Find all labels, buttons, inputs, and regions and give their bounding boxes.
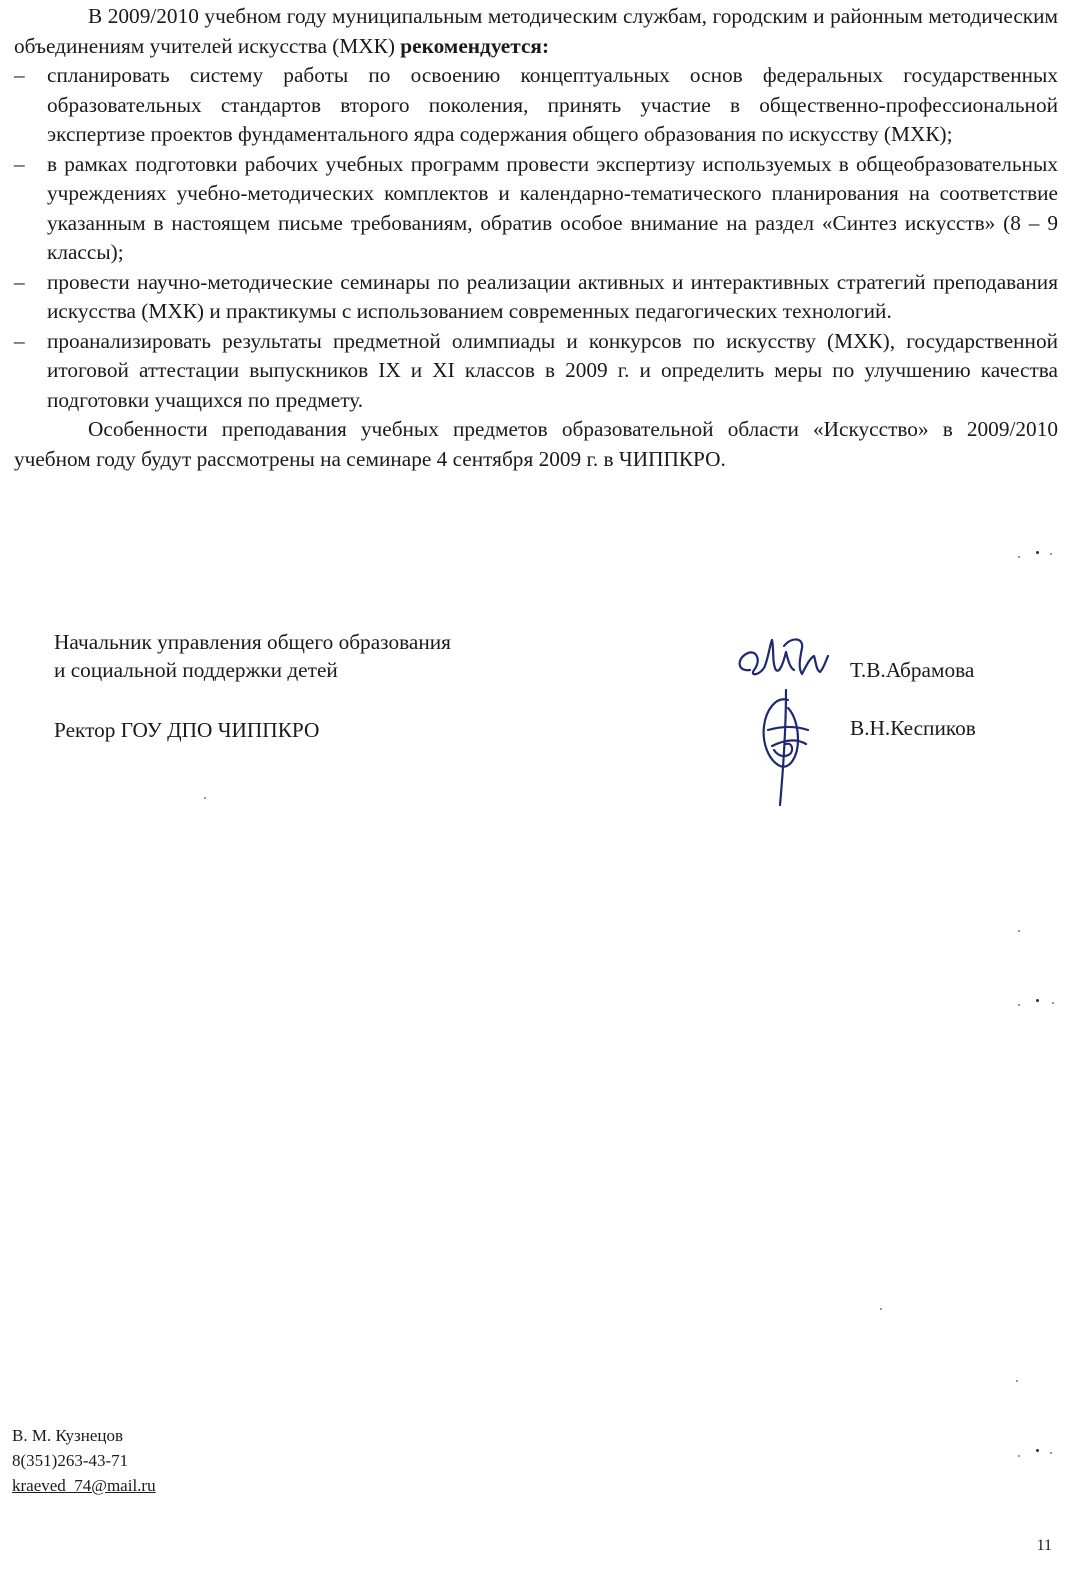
list-item — [14, 268, 1058, 327]
contact-block — [12, 1423, 156, 1498]
list-item — [14, 327, 1058, 416]
first-signatory-title — [54, 628, 451, 684]
bullet-dash: – — [14, 151, 25, 176]
scan-speck — [204, 797, 206, 799]
list-item-text: спланировать систему работы по освоению концептуальных основ федеральных государственных образовательных стандартов второго поколения, принять участие в общественно-профессиональной экспертизе проектов фундаментального ядра содержания общего образования по искусству (МХК); — [47, 63, 1058, 146]
second-signatory-title: Ректор ГОУ ДПО ЧИППКРО — [54, 718, 320, 742]
contact-name: В. М. Кузнецов — [12, 1426, 123, 1445]
letter-body — [14, 2, 1058, 474]
scan-speck — [1018, 1455, 1020, 1457]
second-signatory-name: В.Н.Кеспиков — [850, 716, 976, 740]
contact-email-link[interactable]: kraeved_74@mail.ru — [12, 1476, 156, 1495]
list-item-text: в рамках подготовки рабочих учебных программ провести экспертизу используемых в общеобразовательных учреждениях учебно-методических комплектов и календарно-тематического планирования на соответствие указанным в настоящем письме требованиям, обратив особое внимание на раздел «Синтез искусств» (8 – 9 классы); — [47, 151, 1058, 264]
intro-bold: рекомендуется: — [400, 33, 550, 58]
scan-speck — [880, 1308, 882, 1310]
list-item-text: проанализировать результаты предметной олимпиады и конкурсов по искусству (МХК), государственной итоговой аттестации выпускников IX и XI классов в 2009 г. и определить меры по улучшению качества подготовки учащихся по предмету. — [47, 328, 1058, 412]
scan-speck — [1018, 1004, 1020, 1006]
bullet-dash: – — [14, 269, 25, 294]
list-item-text: провести научно-методические семинары по реализации активных и интерактивных стратегий преподавания искусства (МХК) и практикумы с использованием современных педагогических технологий. — [47, 269, 1058, 323]
scan-speck — [1018, 930, 1020, 932]
first-title-line1: Начальник управления общего образования — [54, 630, 451, 654]
scan-speck — [1050, 553, 1052, 555]
scan-speck — [1050, 1452, 1052, 1454]
first-signatory-name: Т.В.Абрамова — [850, 658, 975, 682]
closing-paragraph: Особенности преподавания учебных предметов образовательной области «Искусство» в 2009/2010 учебном году будут рассмотрены на семинаре 4 сентября 2009 г. в ЧИППКРО. — [14, 417, 1058, 471]
intro-paragraph — [14, 2, 1058, 61]
bullet-dash: – — [14, 328, 25, 353]
scan-speck — [1016, 1380, 1018, 1382]
scan-speck — [1052, 1002, 1054, 1004]
page-number: 11 — [1036, 1537, 1052, 1554]
list-item — [14, 150, 1058, 268]
intro-text: В 2009/2010 учебном году муниципальным методическим службам, городским и районным методическим объединениям учителей искусства (МХК) — [14, 4, 1058, 58]
scan-speck — [1018, 556, 1020, 558]
scan-speck — [1036, 1449, 1039, 1452]
contact-phone: 8(351)263-43-71 — [12, 1451, 129, 1470]
list-item — [14, 61, 1058, 150]
first-title-line2: и социальной поддержки детей — [54, 658, 338, 682]
scan-speck — [1036, 551, 1039, 554]
bullet-dash: – — [14, 63, 25, 87]
recommendations-list — [14, 61, 1058, 415]
handwritten-signatures-icon — [728, 630, 838, 810]
scan-speck — [1036, 999, 1039, 1002]
